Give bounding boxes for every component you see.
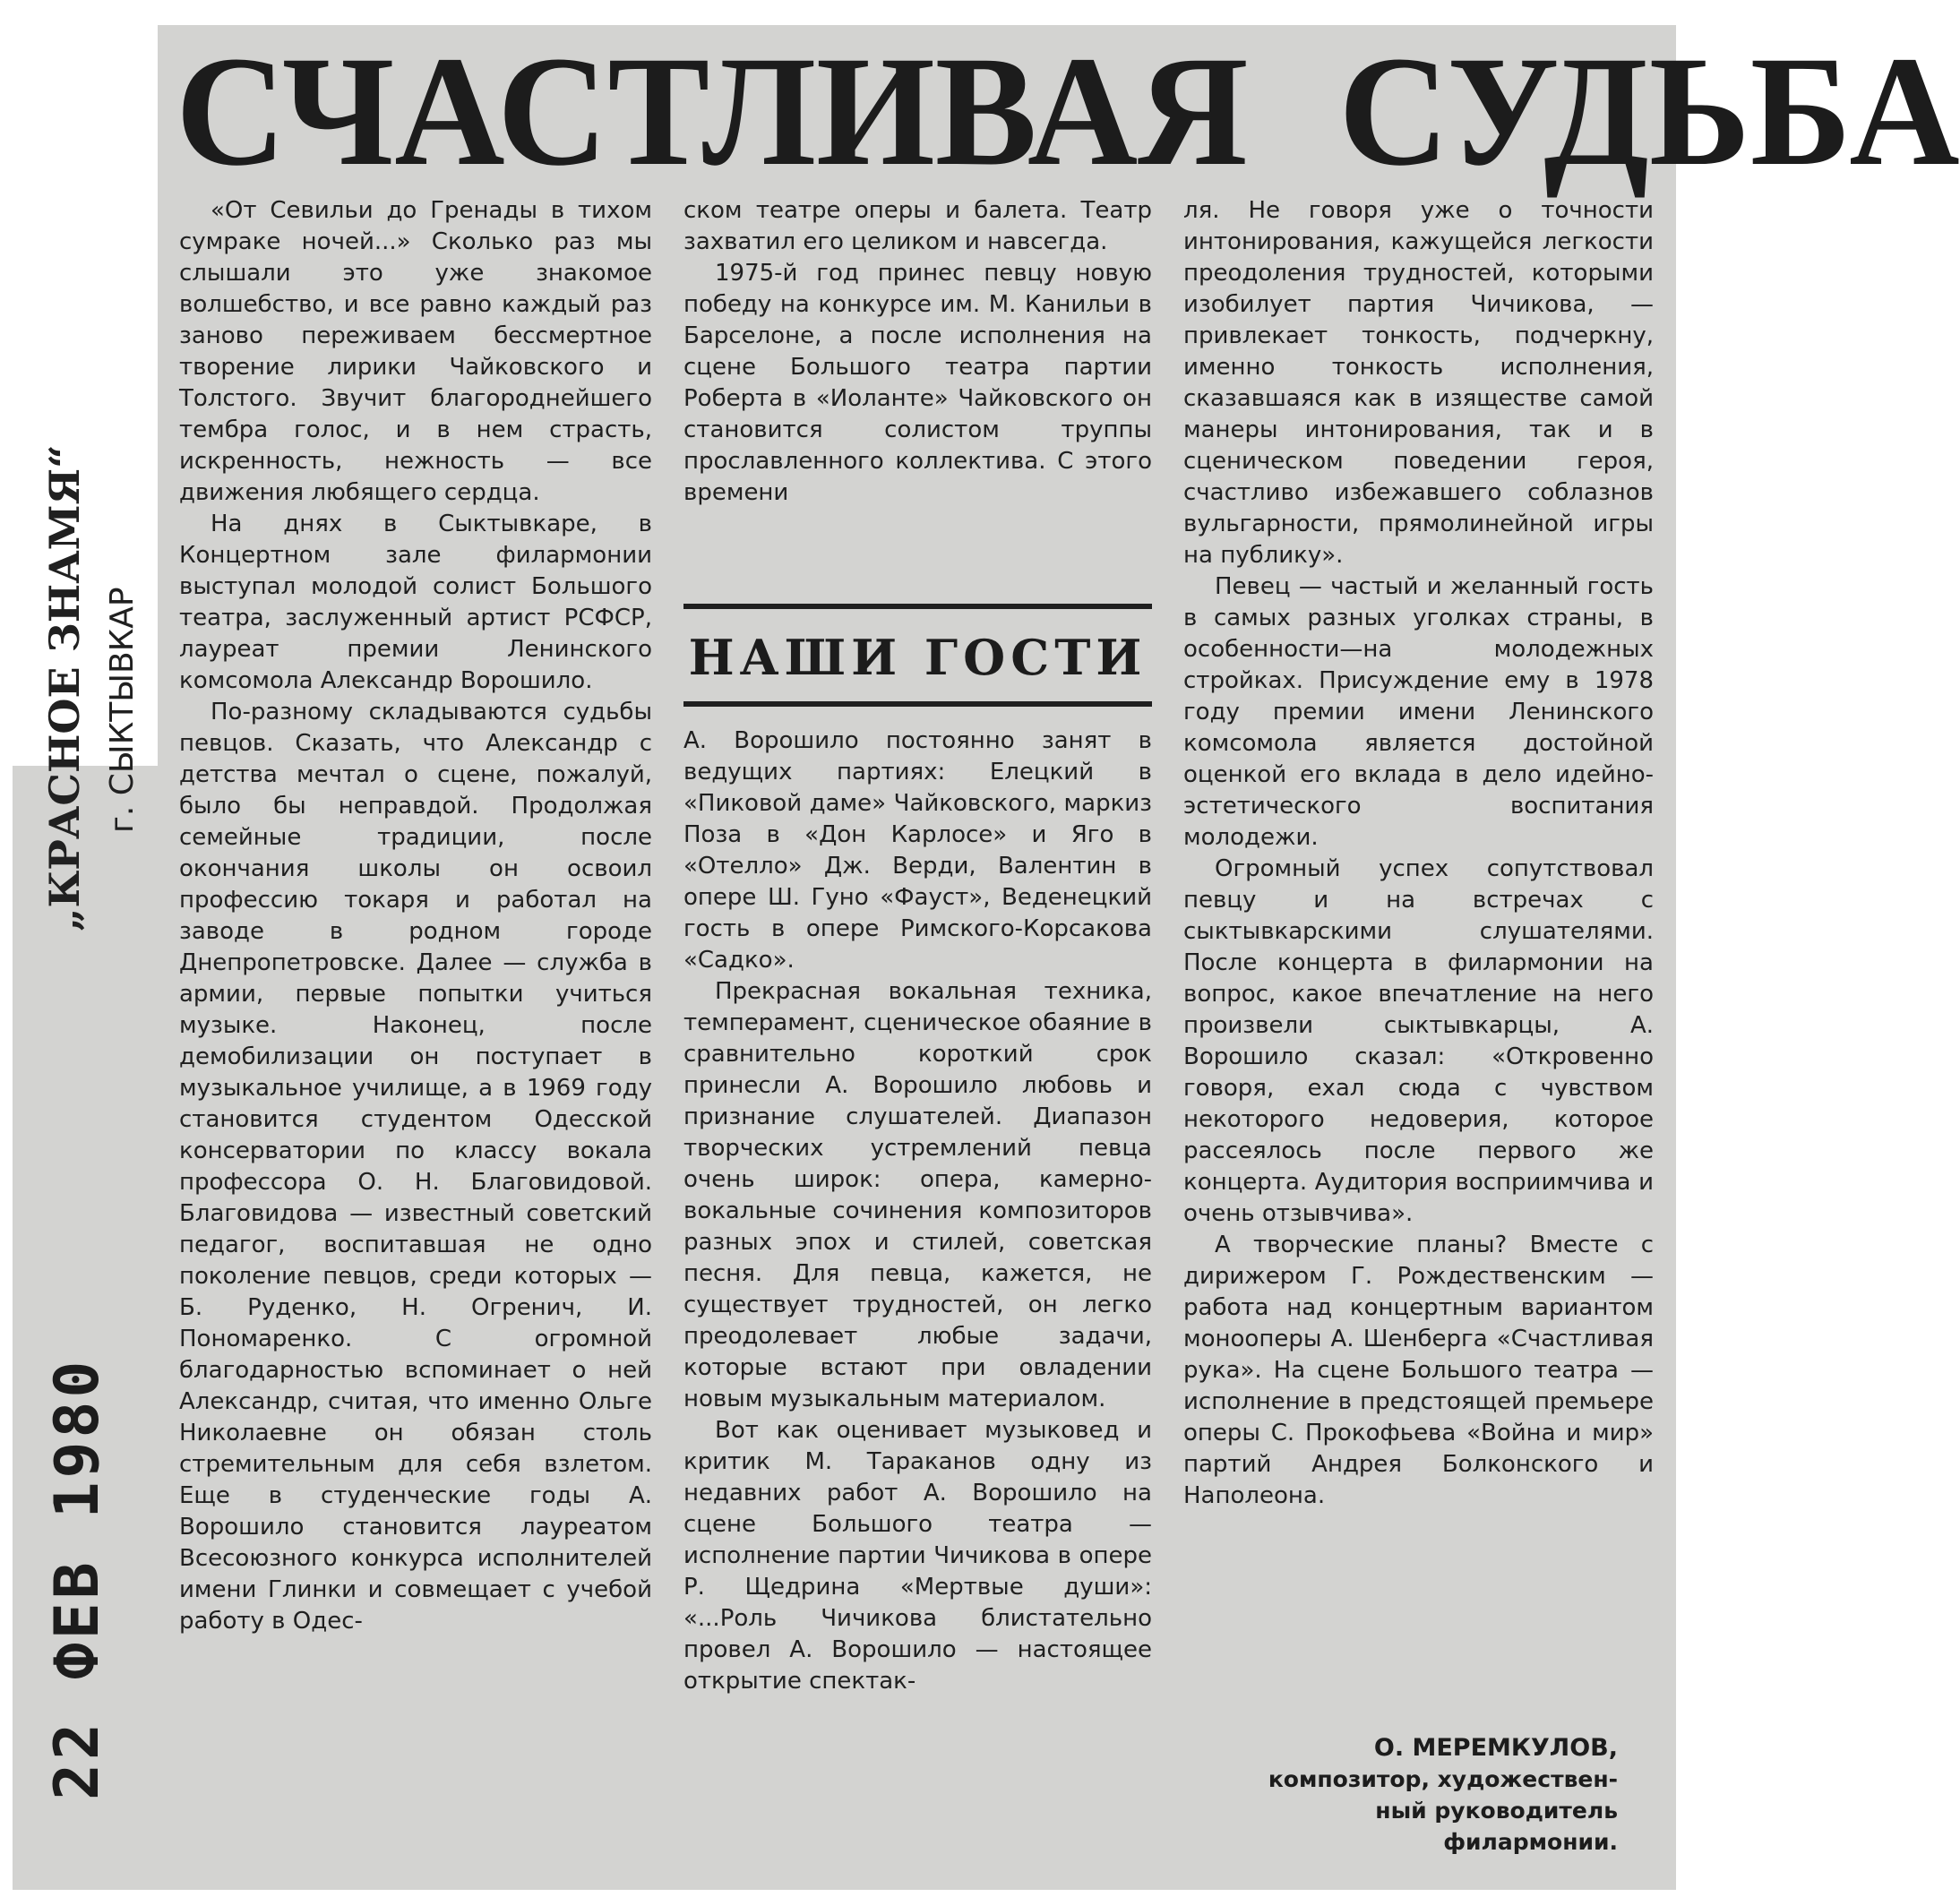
article-column-2-bottom bbox=[683, 725, 1152, 1881]
article-headline: СЧАСТЛИВАЯ СУДЬБА bbox=[176, 24, 1960, 199]
paragraph: Певец — частый и желанный гость в самых разных уголках страны, в особенности—на молодежных стройках. Присуждение ему в 1978 году премии имени Ленинского комсомола является достойной оценкой его вклада в дело идейно-эстетического воспитания молодежи. bbox=[1183, 573, 1654, 851]
date-stamp: 22 ФЕВ 1980 bbox=[42, 1357, 113, 1800]
author-signature bbox=[1183, 1732, 1618, 1858]
paragraph: «От Севильи до Гренады в тихом сумраке ночей...» Сколько раз мы слышали это уже знакомое волшебство, и все равно каждый раз заново переживаем бессмертное творение лирики Чайковского и Толстого. Звучит благороднейшего тембра голос, и в нем страсть, искренность, нежность — все движения любящего сердца. bbox=[179, 197, 652, 506]
paragraph: А. Ворошило постоянно занят в ведущих партиях: Елецкий в «Пиковой даме» Чайковского, маркиз Поза в «Дон Карлосе» и Яго в «Отелло» Дж. Верди, Валентин в опере Ш. Гуно «Фауст», Веденецкий гость в опере Римского-Корсакова «Садко». bbox=[683, 727, 1152, 974]
rubric-rule-bottom bbox=[683, 701, 1152, 707]
author-title: ный руководитель bbox=[1375, 1798, 1618, 1824]
rubric-heading: НАШИ ГОСТИ bbox=[688, 629, 1148, 686]
paragraph: На днях в Сыктывкаре, в Концертном зале филармонии выступал молодой солист Большого театра, заслуженный артист РСФСР, лауреат премии Ленинского комсомола Александр Ворошило. bbox=[179, 511, 652, 694]
article-column-3 bbox=[1183, 195, 1654, 1879]
author-title: филармонии. bbox=[1443, 1829, 1618, 1855]
paragraph: Огромный успех сопутствовал певцу и на встречах с сыктывкарскими слушателями. После концерта в филармонии на вопрос, какое впечатление на него произвели сыктывкарцы, А. Ворошило сказал: «Откровенно говоря, ехал сюда с чувством некоторого недоверия, которое рассеялось после первого же концерта. Аудитория восприимчива и очень отзывчива». bbox=[1183, 855, 1654, 1227]
stamp-city: г. СЫКТЫВКАР bbox=[104, 587, 141, 833]
paragraph: 1975-й год принес певцу новую победу на конкурсе им. М. Канильи в Барселоне, а после исполнения на сцене Большого театра партии Роберта в «Иоланте» Чайковского он становится солистом труппы прославленного коллектива. С этого времени bbox=[683, 260, 1152, 506]
rubric-rule-top bbox=[683, 604, 1152, 609]
author-name: О. МЕРЕМКУЛОВ, bbox=[1373, 1734, 1618, 1762]
article-column-1 bbox=[179, 195, 652, 1879]
paragraph: Прекрасная вокальная техника, темперамент, сценическое обаяние в сравнительно короткий срок принесли А. Ворошило любовь и признание слушателей. Диапазон творческих устремлений певца очень широк: опера, камерно-вокальные сочинения композиторов разных эпох и стилей, советская песня. Для певца, кажется, не существует трудностей, он легко преодолевает любые задачи, которые встают при овладении новым музыкальным материалом. bbox=[683, 978, 1152, 1412]
paragraph: По-разному складываются судьбы певцов. Сказать, что Александр с детства мечтал о сцене, пожалуй, было бы неправдой. Продолжая семейные традиции, после окончания школы он освоил профессию токаря и работал на заводе в родном городе Днепропетровске. Далее — служба в армии, первые попытки учиться музыке. Наконец, после демобилизации он поступает в музыкальное училище, а в 1969 году становится студентом Одесской консерватории по классу вокала профессора О. Н. Благовидовой. Благовидова — известный советский педагог, воспитавшая не одно поколение певцов, среди которых — Б. Руденко, Н. Огренич, И. Пономаренко. С огромной благодарностью вспоминает о ней Александр, считая, что именно Ольге Николаевне он обязан столь стремительным для себя взлетом. Еще в студенческие годы А. Ворошило становится лауреатом Всесоюзного конкурса исполнителей имени Глинки и совмещает с учебой работу в Одес- bbox=[179, 699, 652, 1635]
stamp-newspaper-name: „КРАСНОЕ ЗНАМЯ“ bbox=[40, 444, 89, 931]
paragraph: ля. Не говоря уже о точности интонирования, кажущейся легкости преодоления трудностей, которыми изобилует партия Чичикова, — привлекает тонкость, подчеркну, именно тонкость исполнения, сказавшаяся как в изяществе самой манеры интонирования, так и в сценическом поведении героя, счастливо избежавшего соблазнов вульгарности, прямолинейной игры на публику». bbox=[1183, 197, 1654, 569]
paragraph: А творческие планы? Вместе с дирижером Г. Рождественским — работа над концертным вариантом монооперы А. Шенберга «Счастливая рука». На сцене Большого театра — исполнение в предстоящей премьере оперы С. Прокофьева «Война и мир» партий Андрея Болконского и Наполеона. bbox=[1183, 1232, 1654, 1509]
paragraph: ском театре оперы и балета. Театр захватил его целиком и навсегда. bbox=[683, 197, 1152, 255]
author-title: композитор, художествен- bbox=[1268, 1766, 1618, 1792]
paragraph: Вот как оценивает музыковед и критик М. Тараканов одну из недавних работ А. Ворошило на сцене Большого театра — исполнение партии Чичикова в опере Р. Щедрина «Мертвые души»: «...Роль Чичикова блистательно провел А. Ворошило — настоящее открытие спектак- bbox=[683, 1417, 1152, 1695]
